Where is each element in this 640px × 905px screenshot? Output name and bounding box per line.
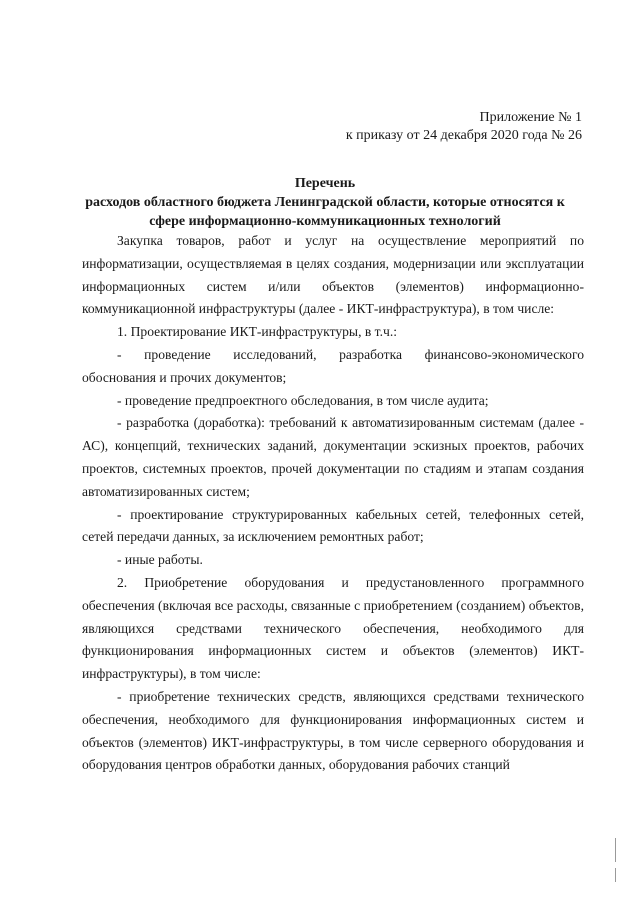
- scan-mark: [615, 838, 618, 862]
- title-line-3: сфере информационно-коммуникационных технологий: [149, 214, 501, 229]
- paragraph-intro: Закупка товаров, работ и услуг на осуществление мероприятий по информатизации, осуществляемая в целях создания, модернизации или эксплуатации информационных систем и/или объектов (элементов) информационно-коммуникационной инфраструктуры (далее - ИКТ-инфраструктура), в том числе:: [82, 233, 584, 317]
- title-line-2: расходов областного бюджета Ленинградской области, которые относятся к: [85, 195, 565, 210]
- scan-mark-2: [615, 868, 618, 882]
- appendix-line-2: к приказу от 24 декабря 2020 года № 26: [345, 128, 582, 143]
- document-title: [60, 174, 590, 231]
- appendix-line-1: Приложение № 1: [479, 110, 582, 125]
- paragraph-item-survey: - проведение предпроектного обследования, в том числе аудита;: [117, 392, 489, 408]
- paragraph-item-other: - иные работы.: [117, 552, 203, 568]
- paragraph-item-research: - проведение исследований, разработка финансово-экономического обоснования и прочих документов;: [82, 346, 584, 385]
- paragraph-section-2: 2. Приобретение оборудования и предустановленного программного обеспечения (включая все расходы, связанные с приобретением (созданием) объектов, являющихся средствами технического обеспечения, необходимого для функционирования информационных систем и объектов (элементов) ИКТ-инфраструктуры), в том числе:: [82, 574, 584, 682]
- paragraph-item-network-design: - проектирование структурированных кабельных сетей, телефонных сетей, сетей передачи данных, за исключением ремонтных работ;: [82, 506, 584, 545]
- paragraph-section-1: 1. Проектирование ИКТ-инфраструктуры, в т.ч.:: [117, 324, 398, 340]
- paragraph-item-development: - разработка (доработка): требований к автоматизированным системам (далее - АС), концепций, технических заданий, документации эскизных проектов, рабочих проектов, системных проектов, прочей документации по стадиям и этапам создания автоматизированных систем;: [82, 415, 584, 499]
- paragraph-item-hardware: - приобретение технических средств, являющихся средствами технического обеспечения, необходимого для функционирования информационных систем и объектов (элементов) ИКТ-инфраструктуры, в том числе серверного оборудования и оборудования центров обработки данных, оборудования рабочих станций: [82, 688, 584, 773]
- title-line-1: Перечень: [294, 176, 356, 191]
- document-body: [82, 230, 584, 777]
- appendix-reference: [346, 109, 582, 145]
